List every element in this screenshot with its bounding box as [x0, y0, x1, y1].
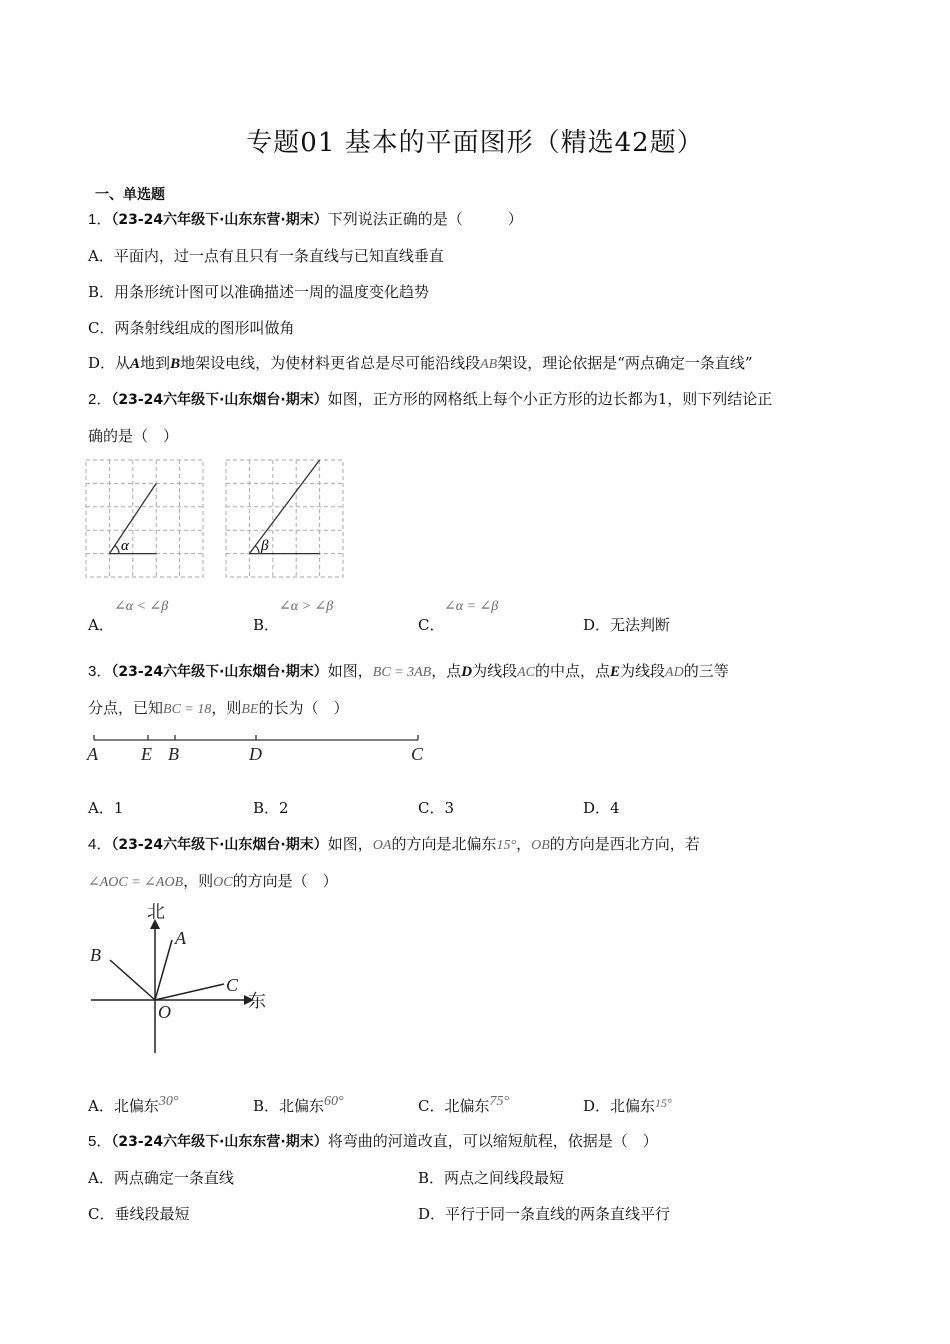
- grid-right: [226, 460, 343, 577]
- math-expression: 60°: [324, 1094, 344, 1109]
- option-text: A．北偏东: [88, 1097, 159, 1115]
- text-fragment: 地架设电线，为使材料更省总是尽可能沿线段: [180, 354, 481, 372]
- question-2-stem-line2: 确的是（ ）: [88, 427, 179, 445]
- question-3-stem-line2: [88, 697, 349, 721]
- question-text: 如图，正方形的网格纸上每个小正方形的边长都为1，则下列结论正: [327, 390, 773, 408]
- text-fragment: 的方向是北偏东: [391, 835, 497, 853]
- q1-option-a: A．平面内，过一点有且只有一条直线与已知直线垂直: [88, 247, 444, 265]
- math-expression: 75°: [489, 1094, 510, 1109]
- option-text: B．北偏东: [253, 1097, 325, 1115]
- question-2-stem: [88, 388, 772, 411]
- text-fragment: 的三等: [683, 662, 729, 680]
- q2-grid-figure: [84, 458, 348, 580]
- question-source: （23-24六年级下·山东烟台·期末）: [111, 837, 328, 853]
- q3-option-c: C．3: [418, 799, 455, 817]
- q3-option-d: D．4: [583, 799, 620, 817]
- q5-option-d: D．平行于同一条直线的两条直线平行: [418, 1205, 671, 1223]
- text-fragment: 的中点，点: [535, 662, 611, 680]
- question-4-stem-line2: [88, 870, 338, 894]
- text-fragment: ，: [516, 835, 532, 853]
- math-expression: OC: [213, 875, 233, 890]
- question-source: （23-24六年级下·山东烟台·期末）: [111, 392, 328, 408]
- question-number: 5．: [88, 1133, 112, 1150]
- point-a-label: A: [175, 928, 186, 948]
- q4-option-b: [253, 1095, 344, 1116]
- question-number: 2．: [88, 391, 112, 408]
- north-label: 北: [147, 902, 165, 922]
- question-source: （23-24六年级下·山东东营·期末）: [111, 212, 328, 228]
- q5-option-a: A．两点确定一条直线: [88, 1169, 234, 1187]
- point-c-label: C: [411, 744, 424, 764]
- point-e-label: E: [141, 744, 152, 764]
- math-expression: BC = 3AB: [372, 665, 432, 680]
- point-label: B: [170, 356, 181, 372]
- q2-option-a-label: A．: [88, 616, 114, 634]
- math-expression: AD: [665, 665, 684, 680]
- math-expression: AC: [517, 665, 535, 680]
- point-label: A: [130, 356, 141, 372]
- question-source: （23-24六年级下·山东烟台·期末）: [111, 664, 328, 680]
- q3-option-b: B．2: [253, 799, 289, 817]
- math-expression: AB: [480, 357, 498, 372]
- math-expression: ∠AOC = ∠AOB: [88, 875, 184, 890]
- text-fragment: 地到: [140, 354, 171, 372]
- question-number: 3．: [88, 663, 112, 680]
- q5-option-b: B．两点之间线段最短: [418, 1169, 565, 1187]
- question-source: （23-24六年级下·山东东营·期末）: [111, 1134, 328, 1150]
- text-fragment: ，则: [211, 699, 242, 717]
- math-expression: BC = 18: [163, 702, 212, 717]
- question-number: 1．: [88, 211, 112, 228]
- q4-option-c: [418, 1095, 509, 1116]
- q5-option-c: C．垂线段最短: [88, 1205, 190, 1223]
- angle-alpha-ray-2: [109, 483, 156, 553]
- page-title: 专题01 基本的平面图形（精选42题）: [246, 128, 704, 158]
- angle-beta-ray-2: [249, 460, 319, 554]
- math-expression: OA: [372, 838, 392, 853]
- ray-ob: [110, 960, 155, 1000]
- point-d-label: D: [249, 744, 262, 764]
- q4-option-a: [88, 1095, 178, 1116]
- question-3-stem: [88, 660, 729, 684]
- question-5-stem: [88, 1130, 658, 1153]
- q2-option-b-label: B．: [253, 616, 280, 634]
- text-fragment: ，则: [183, 872, 214, 890]
- question-4-stem: [88, 833, 700, 857]
- beta-label: β: [261, 538, 269, 554]
- point-label: E: [610, 664, 621, 680]
- text-fragment: ，点: [431, 662, 462, 680]
- point-a-label: A: [87, 744, 98, 764]
- q4-direction-figure: [84, 900, 284, 1060]
- math-expression: 15°: [655, 1096, 672, 1110]
- q1-option-c: C．两条射线组成的图形叫做角: [88, 319, 295, 337]
- grid-left: [86, 460, 203, 577]
- q2-option-a-math: ∠α < ∠β: [114, 599, 169, 614]
- point-b-label: B: [90, 945, 101, 965]
- point-b-label: B: [168, 744, 179, 764]
- text-fragment: 分点，已知: [88, 699, 164, 717]
- question-text: 下列说法正确的是（ ）: [327, 210, 523, 228]
- q1-option-d: [88, 352, 753, 373]
- q2-option-d: D．无法判断: [583, 616, 671, 634]
- math-expression: 30°: [158, 1094, 179, 1109]
- section-heading: 一、单选题: [95, 187, 165, 203]
- text-fragment: 的长为（ ）: [258, 699, 349, 717]
- question-number: 4．: [88, 836, 112, 853]
- text-fragment: 架设，理论依据是“两点确定一条直线”: [497, 354, 753, 372]
- text-fragment: 为线段: [620, 662, 666, 680]
- ray-oa: [155, 940, 172, 1000]
- point-label: D: [461, 664, 473, 680]
- east-label: 东: [248, 991, 266, 1011]
- point-o-label: O: [158, 1002, 171, 1022]
- q2-option-b-math: ∠α > ∠β: [279, 599, 334, 614]
- q1-option-b: B．用条形统计图可以准确描述一周的温度变化趋势: [88, 283, 430, 301]
- question-text: 将弯曲的河道改直，可以缩短航程，依据是（ ）: [327, 1132, 658, 1150]
- q2-option-c-label: C．: [418, 616, 445, 634]
- angle-alpha-arc: [115, 546, 119, 554]
- q3-segment-figure: [84, 728, 430, 770]
- math-expression: BE: [241, 702, 259, 717]
- text-fragment: 如图，: [327, 662, 373, 680]
- option-text: D．北偏东: [583, 1097, 656, 1115]
- point-c-label: C: [226, 975, 239, 995]
- angle-beta-arc: [255, 546, 259, 554]
- text-fragment: 的方向是西北方向，若: [549, 835, 700, 853]
- ray-oc: [155, 984, 224, 1000]
- option-text: C．北偏东: [418, 1097, 490, 1115]
- math-expression: OB: [531, 838, 550, 853]
- text-fragment: 的方向是（ ）: [232, 872, 338, 890]
- q2-option-c-math: ∠α = ∠β: [444, 599, 499, 614]
- text-fragment: D．从: [88, 354, 131, 372]
- math-expression: 15°: [496, 838, 517, 853]
- alpha-label: α: [121, 538, 129, 554]
- question-1-stem: [88, 208, 523, 231]
- text-fragment: 为线段: [472, 662, 518, 680]
- q4-option-d: [583, 1095, 672, 1116]
- q3-option-a: A．1: [88, 799, 124, 817]
- text-fragment: 如图，: [327, 835, 373, 853]
